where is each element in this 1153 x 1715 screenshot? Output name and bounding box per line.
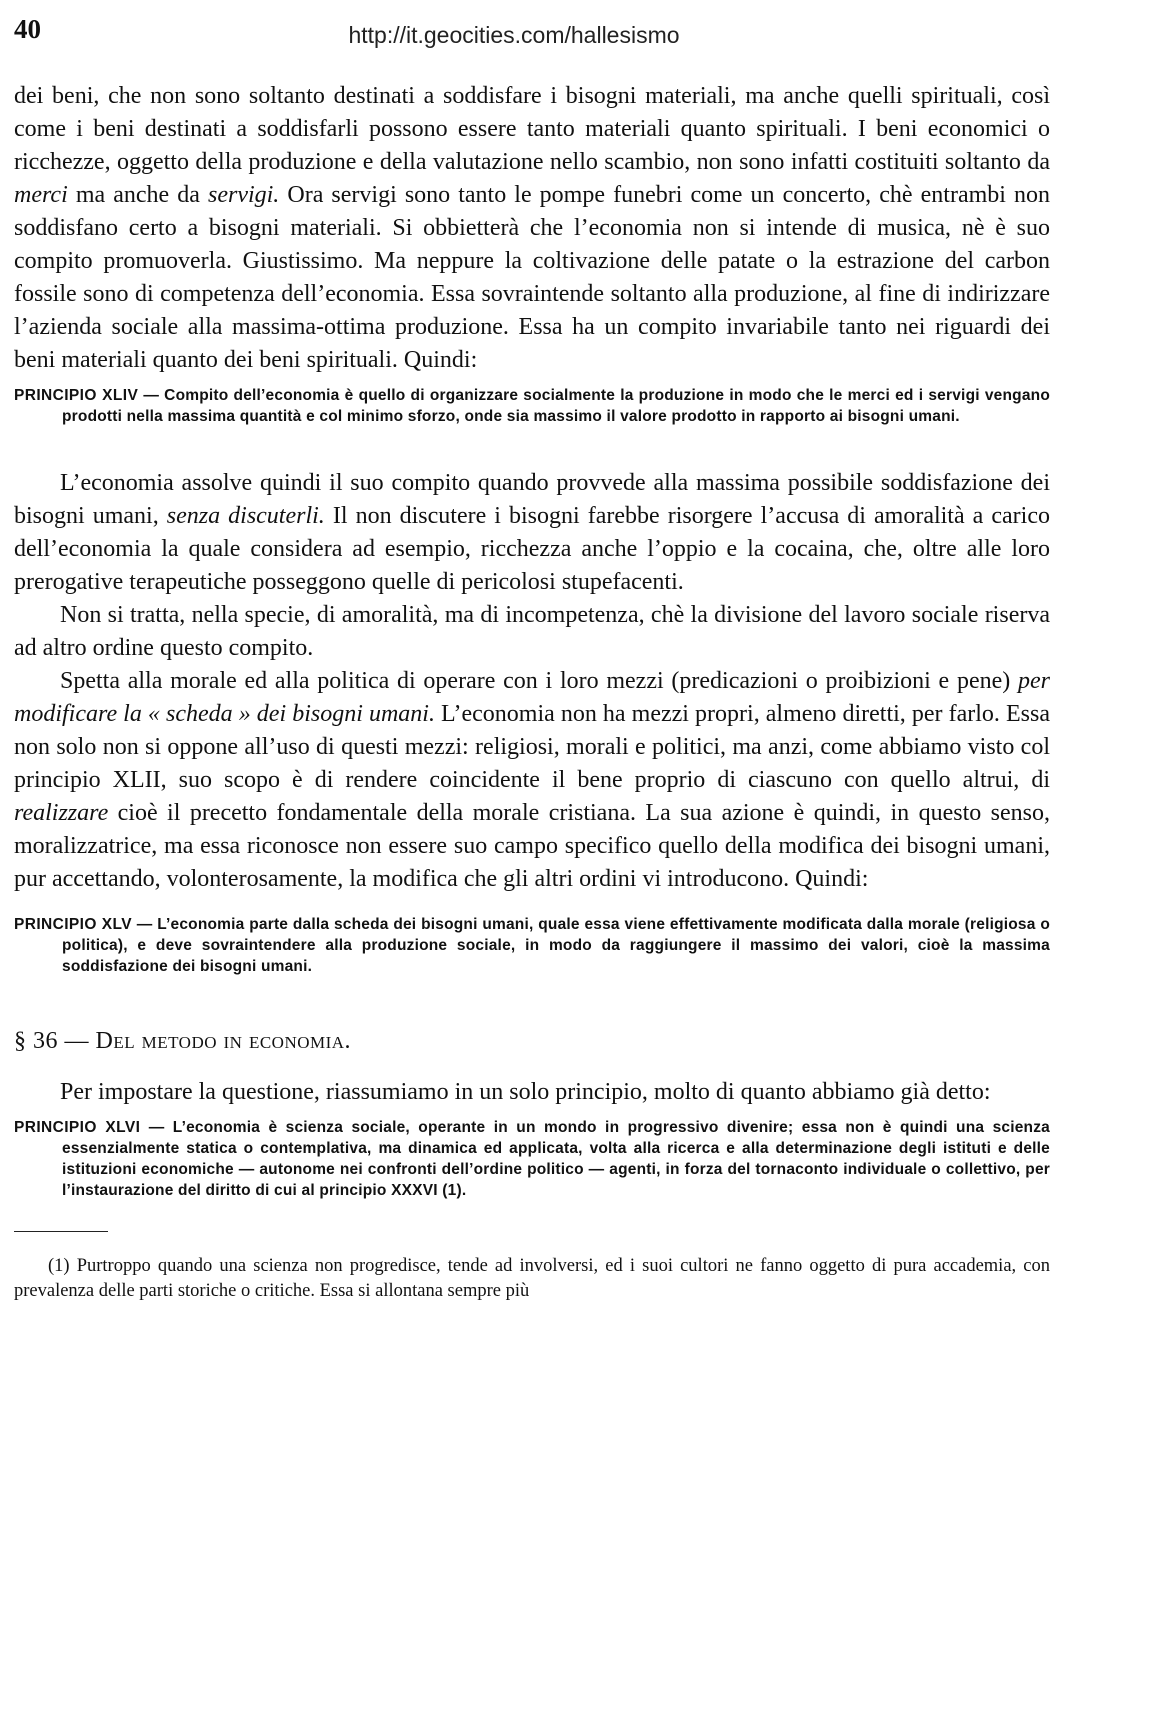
page-number: 40 (14, 14, 41, 44)
paragraph-amoralita: Non si tratta, nella specie, di amoralità, ma di incompetenza, chè la divisione del lavoro sociale riserva ad altro ordine questo compito. (14, 602, 1050, 661)
section-heading: § 36 — Del metodo in economia. (14, 1028, 352, 1054)
principle-xliv: PRINCIPIO XLIV — Compito dell’economia è quello di organizzare socialmente la produzione in modo che le merci ed i servigi vengano prodotti nella massima quantità e col minimo sforzo, onde sia massimo il valore prodotto in rapporto ai bisogni umani. (14, 387, 1050, 425)
paragraph-beni: dei beni, che non sono soltanto destinati a soddisfare i bisogni materiali, ma anche quelli spirituali, così come i beni destinati a soddisfarli possono essere tanto materiali quanto spirituali. I beni economici o ricchezze, oggetto della produzione e della valutazione nello scambio, non sono infatti costituiti soltanto da merci ma anche da servigi. Ora servigi sono tanto le pompe funebri come un concerto, chè entrambi non soddisfano certo a bisogni materiali. Si obbietterà che l’economia non si intende di musica, nè è suo compito promuoverla. Giustissimo. Ma neppure la coltivazione delle patate o la estrazione del carbon fossile sono di competenza dell’economia. Essa sovraintende soltanto alla produzione, al fine di indirizzare l’azienda sociale alla massima-ottima produzione. Essa ha un compito invariabile tanto nei riguardi dei beni materiali quanto dei beni spirituali. Quindi: (14, 83, 1050, 373)
book-page (14, 0, 1050, 1715)
paragraph-economia-assolve: L’economia assolve quindi il suo compito quando provvede alla massima possibile soddisfazione dei bisogni umani, senza discuterli. Il non discutere i bisogni farebbe risorgere l’accusa di amoralità a carico dell’economia la quale considera ad esempio, ricchezza anche l’oppio e la cocaina, che, oltre alle loro prerogative terapeutiche posseggono quelle di pericolosi stupefacenti. (14, 470, 1050, 595)
paragraph-impostare: Per impostare la questione, riassumiamo in un solo principio, molto di quanto abbiamo già detto: (60, 1079, 991, 1105)
page-body (14, 80, 1050, 1304)
principle-xlvi: PRINCIPIO XLVI — L’economia è scienza sociale, operante in un mondo in progressivo divenire; essa non è quindi una scienza essenzialmente statica o contemplativa, ma dinamica ed applicata, volta alla ricerca e alla determinazione degli istituti e delle istituzioni economiche — autonome nei confronti dell’ordine politico — agenti, in forza del tornaconto individuale o collettivo, per l’instaurazione del diritto di cui al principio XXXVI (1). (14, 1119, 1050, 1199)
paragraph-spetta: Spetta alla morale ed alla politica di operare con i loro mezzi (predicazioni o proibizioni e pene) per modificare la « scheda » dei bisogni umani. L’economia non ha mezzi propri, almeno diretti, per farlo. Essa non solo non si oppone all’uso di questi mezzi: religiosi, morali e politici, ma anzi, come abbiamo visto col principio XLII, suo scopo è di rendere coincidente il bene proprio di ciascuno con quello altrui, di realizzare cioè il precetto fondamentale della morale cristiana. La sua azione è quindi, in questo senso, moralizzatrice, ma essa riconosce non essere suo campo specifico quello della modifica dei bisogni umani, pur accettando, volonterosamente, la modifica che gli altri ordini vi introducono. Quindi: (14, 668, 1050, 892)
header-url: http://it.geocities.com/hallesismo (348, 22, 680, 48)
principle-xlv: PRINCIPIO XLV — L’economia parte dalla scheda dei bisogni umani, quale essa viene effettivamente modificata dalla morale (religiosa o politica), e deve sovraintendere alla produzione sociale, in modo da raggiungere il massimo dei valori, cioè la massima soddisfazione dei bisogni umani. (14, 916, 1050, 975)
footnote: (1) Purtroppo quando una scienza non progredisce, tende ad involversi, ed i suoi cultori ne fanno oggetto di pura accademia, con prevalenza delle parti storiche o critiche. Essa si allontana sempre più (14, 1256, 1050, 1301)
